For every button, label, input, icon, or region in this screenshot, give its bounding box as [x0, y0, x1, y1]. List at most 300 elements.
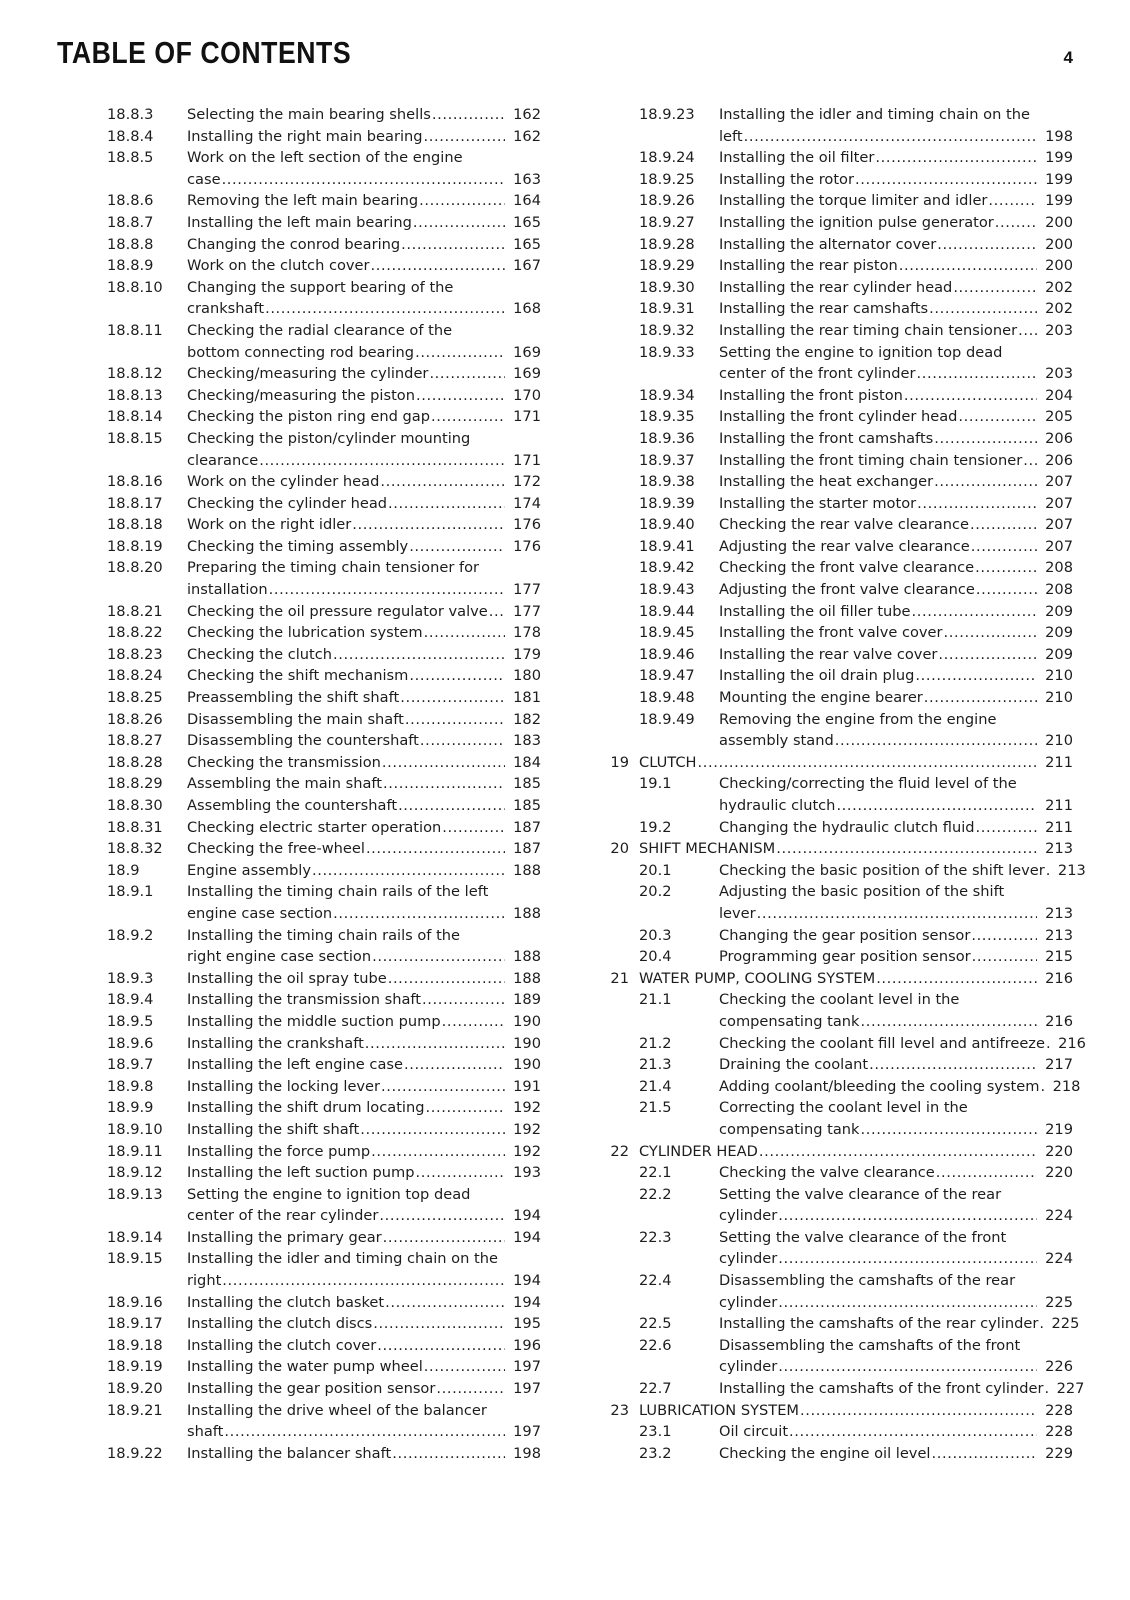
toc-entry-page: 187 — [513, 840, 541, 858]
toc-entry-page: 204 — [1045, 386, 1073, 404]
toc-entry[interactable] — [589, 1184, 1073, 1227]
dot-leader — [222, 169, 505, 191]
dot-leader — [420, 730, 505, 752]
dot-leader — [442, 1011, 505, 1033]
dot-leader — [931, 1443, 1037, 1465]
toc-entry[interactable] — [589, 1033, 1086, 1055]
toc-entry-title: Checking the valve clearance — [719, 1164, 935, 1182]
toc-entry-title: Installing the front timing chain tensioner — [719, 451, 1023, 469]
toc-entry-page: 193 — [513, 1164, 541, 1182]
toc-entry-page: 185 — [513, 797, 541, 814]
toc-entry-title: Installing the middle suction pump — [187, 1012, 441, 1030]
toc-entry[interactable] — [57, 1313, 541, 1335]
toc-entry-line — [719, 320, 1073, 342]
toc-entry-title: Installing the rear piston — [719, 257, 898, 275]
toc-entry-line — [719, 212, 1073, 234]
toc-entry-page: 228 — [1045, 1401, 1073, 1419]
toc-entry[interactable] — [589, 1378, 1085, 1400]
toc-entry-page: 203 — [1045, 365, 1073, 383]
toc-entry[interactable] — [57, 838, 541, 860]
toc-entry-title: Checking the piston/cylinder mounting — [187, 429, 471, 447]
toc-entry[interactable] — [589, 1400, 1073, 1422]
toc-entry[interactable] — [57, 277, 541, 320]
toc-entry-line — [187, 1205, 541, 1227]
toc-entry-line — [639, 838, 1073, 860]
toc-entry[interactable] — [589, 1227, 1073, 1270]
toc-entry-line — [719, 1205, 1073, 1227]
toc-entry-title: Disassembling the main shaft — [187, 710, 404, 728]
toc-entry[interactable] — [589, 579, 1073, 601]
toc-entry-line — [719, 579, 1073, 601]
toc-entry-title: Changing the hydraulic clutch fluid — [719, 818, 975, 836]
toc-entry[interactable] — [589, 1313, 1080, 1335]
toc-entry-line — [187, 1162, 541, 1184]
dot-leader — [419, 190, 505, 212]
toc-entry[interactable] — [57, 126, 541, 148]
dot-leader — [377, 1335, 505, 1357]
toc-entry-line — [187, 622, 541, 644]
toc-entry-line — [187, 1292, 541, 1314]
toc-entry[interactable] — [57, 817, 541, 839]
toc-entry[interactable] — [57, 1227, 541, 1249]
toc-entry-page: 207 — [1045, 473, 1073, 491]
toc-entry[interactable] — [589, 190, 1073, 212]
toc-column-right — [589, 104, 1086, 1464]
toc-entry-page: 213 — [1045, 840, 1073, 858]
toc-entry-number: 18.8.5 — [107, 149, 154, 167]
toc-entry[interactable] — [589, 298, 1073, 320]
dot-leader — [371, 1141, 505, 1163]
toc-entry[interactable] — [589, 320, 1073, 342]
toc-entry-number: 20.4 — [639, 948, 672, 966]
toc-entry-page: 162 — [513, 127, 541, 145]
toc-entry[interactable] — [589, 644, 1073, 666]
toc-entry-title: Installing the oil filter — [719, 149, 875, 167]
toc-entry[interactable] — [57, 1011, 541, 1033]
toc-entry[interactable] — [57, 1335, 541, 1357]
dot-leader — [422, 989, 505, 1011]
toc-entry-title: CLUTCH — [639, 753, 697, 771]
toc-entry-title: Checking the transmission — [187, 753, 381, 771]
toc-entry[interactable] — [57, 147, 541, 190]
toc-entry[interactable] — [57, 1119, 541, 1141]
dot-leader — [398, 795, 505, 817]
toc-entry[interactable] — [589, 601, 1073, 623]
dot-leader — [372, 946, 505, 968]
toc-entry[interactable] — [589, 1443, 1073, 1465]
toc-entry-line — [719, 601, 1073, 623]
toc-entry-number: 18.9.24 — [639, 149, 695, 167]
toc-entry-title: Disassembling the countershaft — [187, 732, 419, 750]
toc-entry-line — [639, 1141, 1073, 1163]
toc-entry[interactable] — [589, 946, 1073, 968]
toc-entry[interactable] — [57, 601, 541, 623]
toc-entry-number: 19.1 — [639, 775, 672, 793]
toc-entry[interactable] — [57, 255, 541, 277]
toc-entry[interactable] — [57, 514, 541, 536]
toc-entry[interactable] — [57, 1184, 541, 1227]
toc-entry-title: Work on the clutch cover — [187, 257, 370, 275]
toc-entry-title: Installing the shift drum locating — [187, 1099, 425, 1117]
dot-leader — [1023, 450, 1037, 472]
toc-entry-page: 210 — [1045, 689, 1073, 707]
dot-leader — [1040, 1076, 1044, 1098]
toc-entry-line — [719, 1248, 1073, 1270]
toc-entry[interactable] — [589, 493, 1073, 515]
toc-entry-title: Adjusting the basic position of the shift — [719, 883, 1005, 901]
toc-entry[interactable] — [589, 687, 1073, 709]
toc-entry[interactable] — [57, 428, 541, 471]
toc-entry-title: lever — [719, 904, 756, 922]
toc-entry[interactable] — [57, 925, 541, 968]
toc-entry-page: 192 — [513, 1142, 541, 1160]
toc-entry-title: Work on the cylinder head — [187, 473, 380, 491]
toc-entry-line — [719, 817, 1073, 839]
toc-entry-number: 18.8.10 — [107, 278, 163, 296]
toc-entry[interactable] — [589, 234, 1073, 256]
toc-entry[interactable] — [57, 795, 541, 817]
toc-entry[interactable] — [57, 104, 541, 126]
toc-entry-page: 192 — [513, 1120, 541, 1138]
toc-entry-line — [719, 1011, 1073, 1033]
toc-entry[interactable] — [589, 385, 1073, 407]
toc-entry-title: Mounting the engine bearer — [719, 689, 923, 707]
toc-entry-page: 190 — [513, 1034, 541, 1052]
toc-entry[interactable] — [57, 773, 541, 795]
toc-entry[interactable] — [589, 169, 1073, 191]
dot-leader — [424, 126, 505, 148]
toc-entry-line — [187, 514, 541, 536]
toc-entry-number: 18.9.6 — [107, 1034, 154, 1052]
toc-entry-page: 206 — [1045, 429, 1073, 447]
toc-entry-line — [187, 536, 541, 558]
toc-column-left — [57, 104, 541, 1464]
dot-leader — [379, 1205, 505, 1227]
toc-entry[interactable] — [589, 147, 1073, 169]
dot-leader — [269, 579, 505, 601]
toc-entry[interactable] — [57, 234, 541, 256]
dot-leader — [383, 773, 505, 795]
dot-leader — [383, 1227, 505, 1249]
toc-entry-page: 216 — [1058, 1034, 1086, 1052]
toc-entry-number: 18.8.26 — [107, 710, 163, 728]
toc-entry-line — [187, 385, 541, 407]
toc-entry[interactable] — [57, 1400, 541, 1443]
toc-entry[interactable] — [589, 817, 1073, 839]
dot-leader — [424, 622, 505, 644]
dot-leader — [800, 1400, 1037, 1422]
toc-entry-line — [187, 730, 541, 752]
toc-entry-line — [187, 860, 541, 882]
toc-entry[interactable] — [57, 536, 541, 558]
toc-entry-title: Checking the free-wheel — [187, 840, 365, 858]
toc-entry[interactable] — [57, 687, 541, 709]
dot-leader — [972, 946, 1037, 968]
dot-leader — [1039, 1313, 1043, 1335]
dot-leader — [432, 104, 505, 126]
toc-entry-number: 18.8.29 — [107, 775, 163, 793]
toc-entry[interactable] — [57, 1292, 541, 1314]
toc-entry[interactable] — [589, 514, 1073, 536]
toc-entry-line — [187, 1033, 541, 1055]
dot-leader — [424, 1356, 505, 1378]
toc-entry-line — [187, 255, 541, 277]
toc-entry-title: Installing the rear camshafts — [719, 300, 929, 318]
toc-entry[interactable] — [57, 1141, 541, 1163]
toc-entry-title: Installing the drive wheel of the balancer — [187, 1401, 487, 1419]
toc-entry-page: 188 — [513, 969, 541, 987]
toc-entry[interactable] — [589, 838, 1073, 860]
toc-entry-number: 18.9.44 — [639, 602, 695, 620]
toc-entry-title: Checking/correcting the fluid level of the — [719, 775, 1017, 793]
toc-entry-page: 194 — [513, 1272, 541, 1290]
toc-entry-title: installation — [187, 581, 268, 599]
toc-entry[interactable] — [57, 968, 541, 990]
toc-entry[interactable] — [589, 255, 1073, 277]
toc-entry-line — [719, 450, 1073, 472]
toc-entry-page: 169 — [513, 343, 541, 361]
toc-entry-number: 18.8.8 — [107, 235, 154, 253]
toc-entry-title: Installing the starter motor — [719, 494, 917, 512]
toc-entry[interactable] — [57, 752, 541, 774]
dot-leader — [265, 298, 505, 320]
toc-entry[interactable] — [57, 363, 541, 385]
toc-entry[interactable] — [57, 1162, 541, 1184]
dot-leader — [934, 428, 1037, 450]
toc-entry-line — [719, 1119, 1073, 1141]
toc-entry-line — [639, 752, 1073, 774]
toc-entry-line — [719, 860, 1086, 882]
page-title: TABLE OF CONTENTS — [57, 35, 352, 70]
toc-entry-number: 18.8.30 — [107, 797, 163, 814]
toc-entry[interactable] — [589, 277, 1073, 299]
toc-entry-page: 218 — [1052, 1077, 1081, 1095]
toc-entry-line — [187, 1443, 541, 1465]
dot-leader — [988, 190, 1037, 212]
toc-entry[interactable] — [589, 557, 1073, 579]
toc-entry-title: Installing the camshafts of the front cylinder — [719, 1380, 1044, 1398]
toc-entry[interactable] — [57, 1356, 541, 1378]
toc-entry-line — [187, 1335, 541, 1357]
toc-entry-number: 18.8.22 — [107, 624, 163, 642]
toc-entry[interactable] — [57, 860, 541, 882]
toc-entry[interactable] — [57, 1097, 541, 1119]
toc-entry-line — [187, 989, 541, 1011]
toc-entry-page: 225 — [1045, 1293, 1073, 1311]
toc-entry-line — [639, 1400, 1073, 1422]
toc-entry[interactable] — [589, 342, 1073, 385]
toc-entry[interactable] — [57, 730, 541, 752]
toc-entry[interactable] — [57, 406, 541, 428]
toc-entry[interactable] — [57, 212, 541, 234]
toc-entry[interactable] — [57, 989, 541, 1011]
toc-entry[interactable] — [589, 1335, 1073, 1378]
toc-entry-number: 18.8.11 — [107, 321, 163, 339]
toc-entry-page: 220 — [1045, 1164, 1073, 1182]
toc-entry[interactable] — [57, 385, 541, 407]
toc-entry[interactable] — [57, 665, 541, 687]
toc-entry-number: 18.8.31 — [107, 818, 163, 836]
dot-leader — [835, 730, 1037, 752]
toc-entry[interactable] — [589, 665, 1073, 687]
toc-entry[interactable] — [589, 752, 1073, 774]
toc-entry-page: 197 — [513, 1423, 541, 1441]
toc-entry[interactable] — [589, 1162, 1073, 1184]
toc-entry[interactable] — [589, 860, 1086, 882]
toc-entry-line — [719, 665, 1073, 687]
toc-entry[interactable] — [57, 1248, 541, 1291]
toc-entry[interactable] — [57, 471, 541, 493]
toc-entry-number: 18.9.7 — [107, 1056, 154, 1074]
toc-entry-title: compensating tank — [719, 1120, 860, 1138]
toc-entry-page: 172 — [513, 473, 541, 491]
toc-entry-page: 229 — [1045, 1444, 1073, 1462]
toc-entry-title: Assembling the main shaft — [187, 775, 382, 793]
toc-entry-number: 18.9.27 — [639, 213, 695, 231]
toc-entry[interactable] — [57, 1443, 541, 1465]
toc-entry[interactable] — [57, 1054, 541, 1076]
toc-entry-number: 20.2 — [639, 883, 672, 901]
toc-entry-number: 18.9.13 — [107, 1185, 163, 1203]
toc-entry-line — [187, 752, 541, 774]
dot-leader — [944, 622, 1037, 644]
toc-entry-number: 18.9.46 — [639, 645, 695, 663]
toc-entry-title: Checking electric starter operation — [187, 818, 442, 836]
toc-entry-title: Installing the torque limiter and idler — [719, 192, 988, 210]
toc-entry[interactable] — [57, 1378, 541, 1400]
toc-entry[interactable] — [589, 1054, 1073, 1076]
toc-entry[interactable] — [57, 493, 541, 515]
toc-entry-page: 190 — [513, 1012, 541, 1030]
toc-entry-line — [187, 817, 541, 839]
toc-entry[interactable] — [57, 622, 541, 644]
toc-entry-number: 18.9.32 — [639, 321, 695, 339]
toc-entry-number: 20.3 — [639, 926, 672, 944]
toc-entry-number: 18.9.21 — [107, 1401, 163, 1419]
toc-entry-page: 170 — [513, 386, 541, 404]
page-number: 4 — [1063, 48, 1073, 67]
toc-entry-page: 200 — [1045, 257, 1073, 275]
toc-entry-number: 23.2 — [639, 1444, 672, 1462]
toc-entry-number: 18.9.14 — [107, 1228, 163, 1246]
toc-entry[interactable] — [589, 968, 1073, 990]
dot-leader — [413, 212, 505, 234]
toc-entry[interactable] — [589, 1076, 1081, 1098]
toc-entry[interactable] — [57, 190, 541, 212]
toc-entry-title: Draining the coolant — [719, 1056, 869, 1074]
toc-entry[interactable] — [589, 989, 1073, 1032]
dot-leader — [855, 169, 1037, 191]
toc-entry-line — [187, 601, 541, 623]
toc-entry-title: Checking the timing assembly — [187, 537, 409, 555]
toc-entry-title: right — [187, 1272, 222, 1290]
dot-leader — [789, 1421, 1037, 1443]
toc-entry[interactable] — [57, 644, 541, 666]
toc-entry-page: 162 — [513, 106, 541, 123]
toc-entry-line — [719, 687, 1073, 709]
toc-entry-title: Changing the gear position sensor — [719, 926, 971, 944]
toc-entry-number: 18.9.30 — [639, 278, 695, 296]
toc-entry[interactable] — [57, 1033, 541, 1055]
toc-entry-page: 163 — [513, 170, 541, 188]
toc-entry[interactable] — [57, 1076, 541, 1098]
toc-entry-number: 18.8.13 — [107, 386, 163, 404]
toc-entry[interactable] — [589, 1097, 1073, 1140]
toc-entry[interactable] — [57, 557, 541, 600]
toc-entry-line — [719, 557, 1073, 579]
toc-entry[interactable] — [589, 450, 1073, 472]
toc-entry-page: 194 — [513, 1228, 541, 1246]
toc-entry-line — [719, 406, 1073, 428]
toc-entry-page: 169 — [513, 365, 541, 383]
toc-entry-title: Setting the engine to ignition top dead — [187, 1185, 471, 1203]
dot-leader — [381, 1076, 505, 1098]
toc-entry[interactable] — [589, 925, 1073, 947]
toc-entry-number: 18.9.3 — [107, 969, 154, 987]
toc-entry-number: 18.8.19 — [107, 537, 163, 555]
toc-entry[interactable] — [589, 881, 1073, 924]
toc-entry-page: 213 — [1045, 926, 1073, 944]
toc-entry-line — [187, 903, 541, 925]
toc-entry[interactable] — [589, 1270, 1073, 1313]
dot-leader — [382, 752, 505, 774]
toc-entry[interactable] — [589, 406, 1073, 428]
toc-entry-title: left — [719, 127, 743, 145]
toc-entry-line — [187, 169, 541, 191]
toc-entry-title: Selecting the main bearing shells — [187, 106, 431, 123]
toc-chapter-number: 22 — [610, 1142, 629, 1160]
toc-entry-title: Checking the lubrication system — [187, 624, 423, 642]
toc-entry[interactable] — [57, 881, 541, 924]
toc-entry-number: 18.9.4 — [107, 991, 154, 1009]
toc-entry-line — [187, 838, 541, 860]
toc-entry[interactable] — [589, 1141, 1073, 1163]
toc-entry-page: 207 — [1045, 494, 1073, 512]
toc-entry-number: 18.8.24 — [107, 667, 163, 685]
toc-entry[interactable] — [589, 773, 1073, 816]
dot-leader — [409, 536, 505, 558]
toc-entry-page: 194 — [513, 1207, 541, 1225]
toc-entry-page: 207 — [1045, 516, 1073, 534]
toc-entry-page: 227 — [1056, 1380, 1085, 1398]
toc-entry-number: 21.5 — [639, 1099, 672, 1117]
toc-entry[interactable] — [589, 536, 1073, 558]
toc-entry-title: Installing the right main bearing — [187, 127, 423, 145]
toc-entry[interactable] — [589, 212, 1073, 234]
toc-entry-line — [187, 190, 541, 212]
toc-entry[interactable] — [57, 709, 541, 731]
toc-entry-line — [187, 1227, 541, 1249]
toc-entry-number: 18.9.17 — [107, 1315, 163, 1333]
toc-entry-title: SHIFT MECHANISM — [639, 840, 776, 858]
toc-entry-page: 228 — [1045, 1423, 1073, 1441]
dot-leader — [1046, 860, 1050, 882]
toc-entry[interactable] — [589, 709, 1073, 752]
toc-entry[interactable] — [589, 1421, 1073, 1443]
toc-entry-title: Setting the valve clearance of the rear — [719, 1185, 1002, 1203]
toc-entry-page: 219 — [1045, 1120, 1073, 1138]
toc-entry[interactable] — [589, 428, 1073, 450]
toc-entry-number: 18.9.47 — [639, 667, 695, 685]
toc-entry[interactable] — [589, 471, 1073, 493]
toc-entry[interactable] — [589, 622, 1073, 644]
dot-leader — [333, 903, 505, 925]
toc-entry-title: shaft — [187, 1423, 224, 1441]
dot-leader — [861, 1119, 1037, 1141]
toc-entry-number: 18.8.20 — [107, 559, 163, 577]
toc-entry[interactable] — [57, 320, 541, 363]
toc-entry[interactable] — [589, 104, 1073, 147]
